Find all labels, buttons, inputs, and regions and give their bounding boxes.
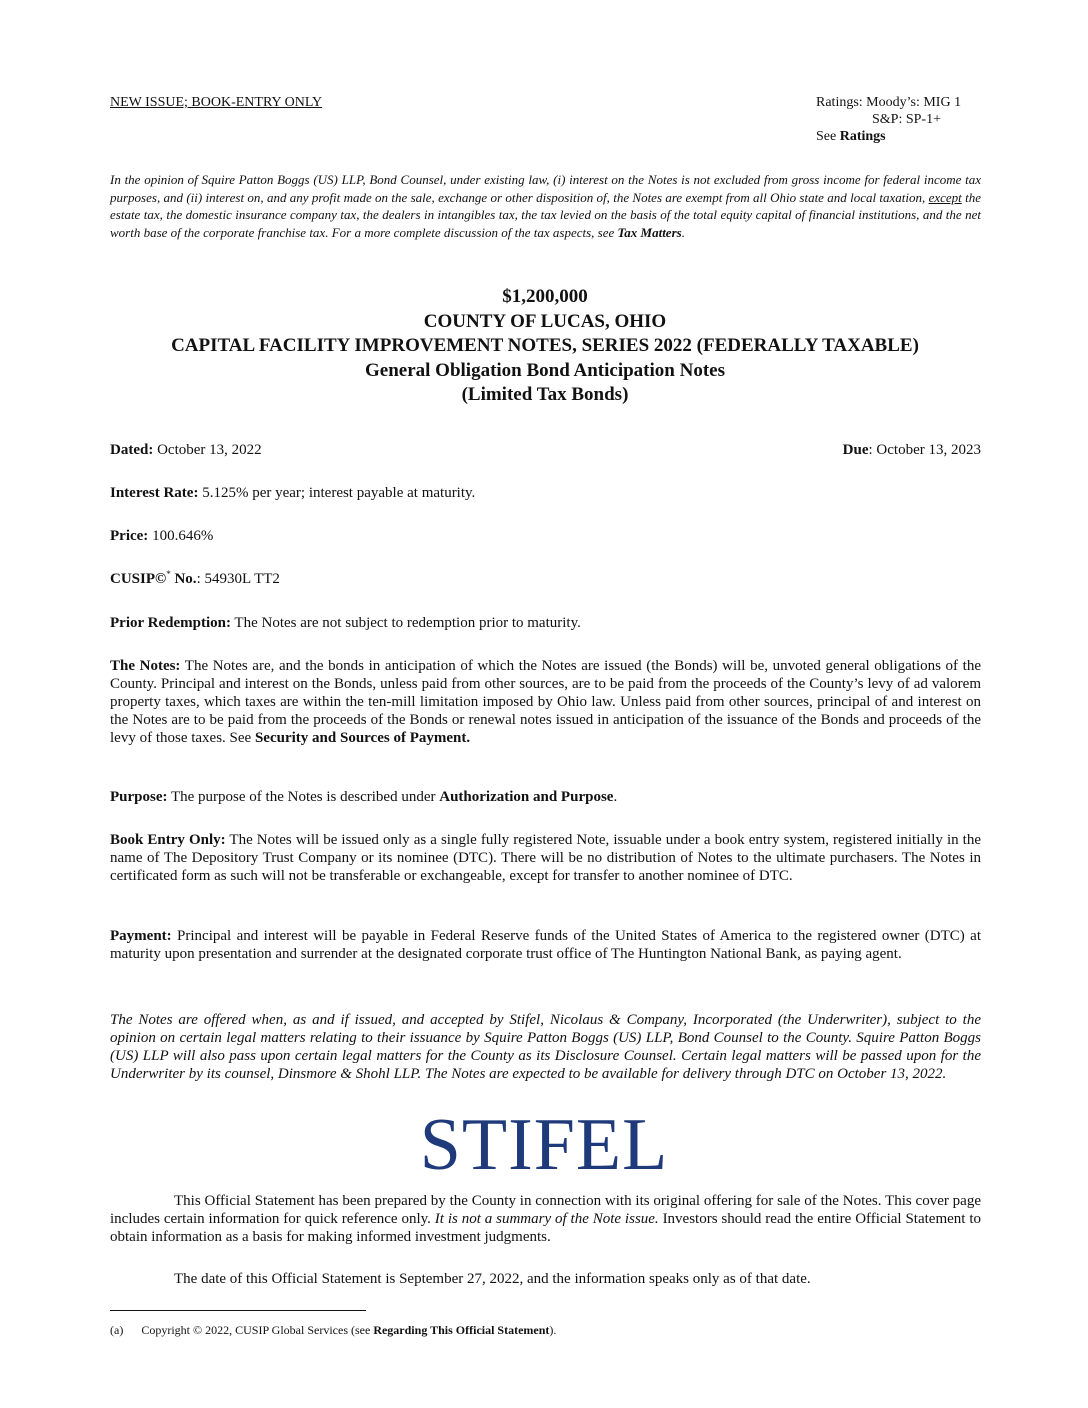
issue-amount: $1,200,000 [502,286,588,307]
see-ratings: See Ratings [816,129,886,144]
stifel-logo: STIFEL [419,1104,669,1186]
price-line: Price: 100.646% [110,528,214,544]
payment-paragraph: Payment: Principal and interest will be payable in Federal Reserve funds of the United States of America to the registered owner (DTC) at maturity upon presentation and surrender at the designated corporate trust office of The Huntington National Bank, as paying agent. [110,928,981,962]
closing-paragraph: This Official Statement has been prepared by the County in connection with its original offering for sale of the Notes. This cover page includes certain information for quick reference only. It is not a summary of the Note issue. Investors should read the entire Official Statement to obtain information as a basis for making informed investment judgments. [110,1193,981,1245]
issue-type: NEW ISSUE; BOOK-ENTRY ONLY [110,95,323,110]
ratings-block [816,94,986,145]
except-word: except [928,189,962,205]
footnote-rule [110,1310,366,1311]
offering-paragraph: The Notes are offered when, as and if issued, and accepted by Stifel, Nicolaus & Company, Incorporated (the Underwriter), subject to the opinion on certain legal matters relating to their issuance by Squire Patton Boggs (US) LLP, Bond Counsel to the County. Squire Patton Boggs (US) LLP will also pass upon certain legal matters for the County as its Disclosure Counsel. Certain legal matters will be passed upon for the Underwriter by its counsel, Dinsmore & Shohl LLP. The Notes are expected to be available for delivery through DTC on October 13, 2022. [110,1012,981,1082]
the-notes-paragraph: The Notes: The Notes are, and the bonds in anticipation of which the Notes are issued (the Bonds) will be, unvoted general obligations of the County. Principal and interest on the Bonds, unless paid from other sources, are to be paid from the proceeds of the County’s levy of ad valorem property taxes, which taxes are within the ten-mill limitation imposed by Ohio law. Unless paid from other sources, principal of and interest on the Notes are to be paid from the proceeds of the Bonds or renewal notes issued in anticipation of the issuance of the Bonds and proceeds of the levy of those taxes. See Security and Sources of Payment. [110,658,981,746]
moodys-rating: Ratings: Moody’s: MIG 1 [816,95,962,110]
prior-redemption-line: Prior Redemption: The Notes are not subject to redemption prior to maturity. [110,615,581,631]
note-type: General Obligation Bond Anticipation Notes [365,359,725,381]
ratings-ref: Ratings [839,129,886,144]
interest-rate-line: Interest Rate: 5.125% per year; interest payable at maturity. [110,485,476,501]
tax-opinion: In the opinion of Squire Patton Boggs (US) LLP, Bond Counsel, under existing law, (i) interest on the Notes is not excluded from gross income for federal income tax purposes, and (ii) interest on, and any profit made on the sale, exchange or other disposition of, the Notes are exempt from all Ohio state and local taxation, except the estate tax, the domestic insurance company tax, the dealers in intangibles tax, the tax levied on the basis of the total equity capital of financial institutions, and the net worth base of the corporate franchise tax. For a more complete discussion of the tax aspects, see Tax Matters. [110,172,981,240]
sp-rating: S&P: SP-1+ [872,112,941,127]
due-line: Due: October 13, 2023 [842,442,981,458]
authorization-ref: Authorization and Purpose [439,789,614,805]
footnote: (a) Copyright © 2022, CUSIP Global Services (see Regarding This Official Statement). [110,1323,557,1337]
book-entry-paragraph: Book Entry Only: The Notes will be issued only as a single fully registered Note, issuable under a book entry system, registered initially in the name of The Depository Trust Company or its nominee (DTC). There will be no distribution of Notes to the ultimate purchasers. The Notes in certificated form as such will not be transferable or exchangeable, except for transfer to another nominee of DTC. [110,832,981,884]
security-ref: Security and Sources of Payment. [254,730,471,746]
tax-matters-ref: Tax Matters [617,224,682,240]
purpose-paragraph: Purpose: The purpose of the Notes is described under Authorization and Purpose. [110,789,618,805]
issuer-name: COUNTY OF LUCAS, OHIO [423,310,667,332]
title-block [100,285,990,408]
note-subtype: (Limited Tax Bonds) [461,384,629,405]
dated-line: Dated: October 13, 2022 [110,442,262,458]
series-name: CAPITAL FACILITY IMPROVEMENT NOTES, SERIES 2022 (FEDERALLY TAXABLE) [171,335,919,356]
regarding-ref: Regarding This Official Statement [373,1323,550,1337]
statement-date: The date of this Official Statement is September 27, 2022, and the information speaks only as of that date. [174,1271,811,1287]
cusip-line: CUSIP©* No.: 54930L TT2 [110,569,280,587]
